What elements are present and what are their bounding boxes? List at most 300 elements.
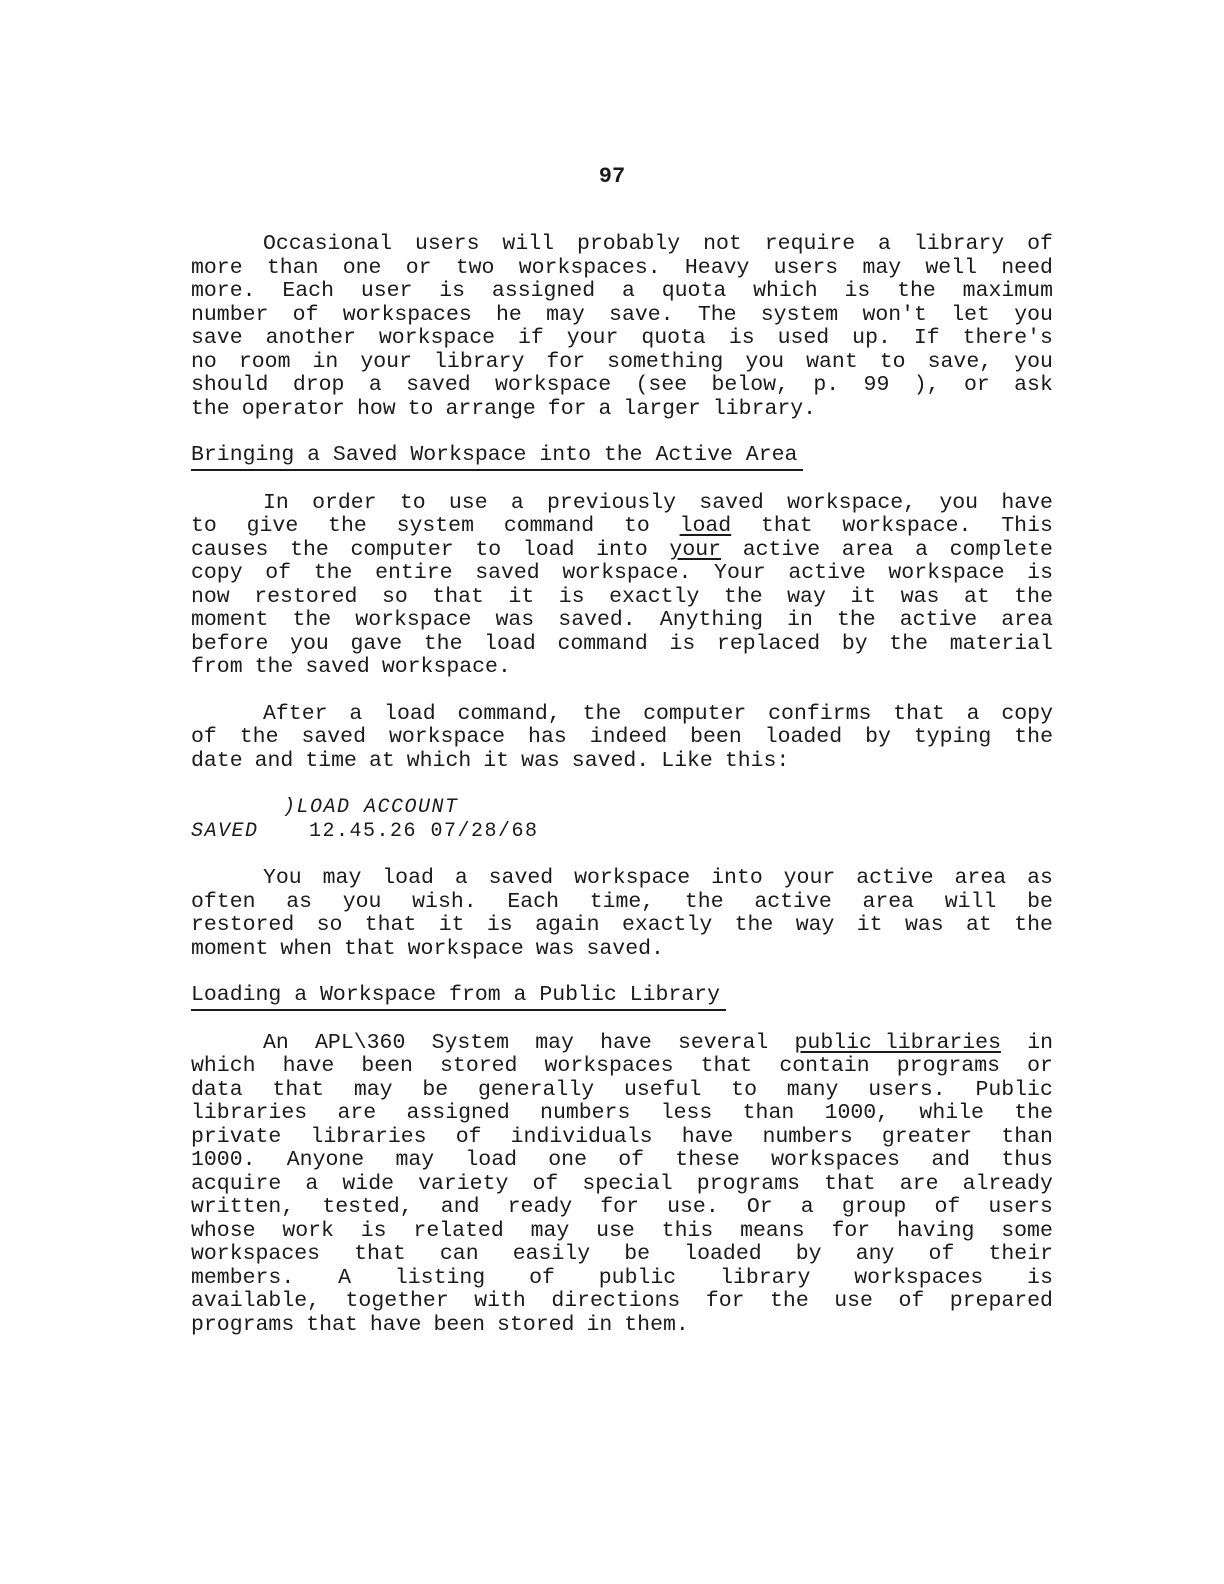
word: a <box>621 279 635 303</box>
word: a <box>800 1195 814 1219</box>
text-line <box>191 562 1053 586</box>
word: work <box>282 1218 334 1243</box>
word: material <box>949 631 1053 656</box>
word: is <box>439 279 466 303</box>
word: you <box>1014 302 1053 327</box>
word: many <box>786 1077 839 1102</box>
text-line <box>191 1102 1053 1126</box>
word: active <box>754 889 832 914</box>
word: there's <box>962 326 1053 350</box>
word: than <box>266 255 319 280</box>
word: or <box>963 373 990 397</box>
word: something <box>607 349 724 374</box>
word: or <box>1027 1054 1053 1078</box>
word: Anyone <box>286 1148 365 1172</box>
word: saved <box>475 561 540 585</box>
word: a <box>305 1171 319 1196</box>
word: it <box>483 748 510 773</box>
load-example <box>191 796 1053 843</box>
word: for <box>546 349 586 374</box>
word: in <box>1027 1030 1053 1055</box>
word: some <box>1001 1218 1053 1243</box>
word: be <box>422 1077 449 1102</box>
bringing-paragraph-3 <box>191 867 1053 961</box>
word: it <box>438 913 465 937</box>
word: entire <box>375 561 453 585</box>
word: confirms <box>768 701 872 726</box>
word: workspace. <box>381 655 511 679</box>
word: two <box>455 255 495 280</box>
word: save, <box>927 349 993 374</box>
text-line <box>191 304 1053 328</box>
word: the <box>897 279 936 303</box>
word: stored <box>440 1054 518 1078</box>
word: saved. <box>571 748 650 773</box>
word: a <box>966 701 980 726</box>
word: users <box>773 255 839 280</box>
word: active <box>742 537 821 562</box>
word: time, <box>589 889 655 914</box>
word: of <box>898 1289 925 1313</box>
word: you <box>939 490 979 515</box>
word: may <box>535 1030 574 1055</box>
word: been <box>690 725 742 749</box>
word: was <box>495 608 535 632</box>
word: a <box>598 396 612 421</box>
word: no <box>191 349 217 374</box>
word: workspaces <box>191 1242 321 1266</box>
word: command <box>557 631 648 656</box>
text-line <box>191 914 1053 938</box>
word: the <box>723 584 763 609</box>
word: maximum <box>962 279 1053 303</box>
load-command: )LOAD ACCOUNT <box>283 796 459 819</box>
word: complete <box>949 537 1053 562</box>
word: Your <box>714 561 766 585</box>
word: have <box>369 1312 422 1337</box>
word: that <box>306 1312 358 1337</box>
word: wish. <box>412 889 477 914</box>
word: workspaces <box>342 302 472 327</box>
text-line <box>191 1173 1053 1197</box>
word: while <box>919 1101 984 1125</box>
text-line <box>191 1055 1053 1079</box>
word: prepared <box>949 1289 1053 1313</box>
word: workspaces. <box>518 255 661 280</box>
word: useful <box>623 1077 702 1102</box>
word: workspaces <box>544 1054 674 1078</box>
word: may <box>395 1148 435 1172</box>
word: area <box>841 537 894 562</box>
word: ready <box>507 1195 573 1219</box>
word: System <box>431 1030 509 1055</box>
word: workspace. <box>842 514 972 538</box>
word: several <box>677 1030 769 1055</box>
word: let <box>951 302 990 327</box>
word: written, <box>191 1195 295 1219</box>
text-line <box>191 539 1053 563</box>
word: of <box>928 1242 955 1266</box>
word: that <box>344 936 396 961</box>
word: for <box>705 1289 745 1313</box>
text-line <box>191 374 1053 398</box>
text-line <box>191 515 1053 539</box>
word: load <box>465 1148 518 1172</box>
word: the <box>292 608 332 632</box>
word: is <box>1027 561 1053 585</box>
word: restored <box>254 584 358 609</box>
word: members. <box>191 1265 295 1290</box>
word: he <box>496 302 522 327</box>
word: probably <box>576 232 681 256</box>
word: up. <box>852 326 891 350</box>
word: p. <box>813 373 840 397</box>
word: way <box>795 913 835 937</box>
word: which <box>753 279 818 303</box>
word: individuals <box>510 1124 653 1149</box>
word: use <box>834 1289 873 1313</box>
word: together <box>345 1289 449 1313</box>
word: drop <box>292 373 345 397</box>
word: related <box>413 1218 504 1243</box>
word: was <box>521 748 560 773</box>
word: already <box>962 1171 1053 1196</box>
word: Heavy <box>684 255 750 280</box>
word: ), <box>913 373 940 397</box>
word: by <box>841 631 868 656</box>
word: save <box>191 326 243 350</box>
word: one <box>548 1148 587 1172</box>
word: special <box>582 1171 673 1196</box>
word: After <box>263 701 328 726</box>
word: library <box>720 1265 811 1290</box>
word: load <box>384 701 436 726</box>
word: a <box>878 232 891 256</box>
word: use. <box>667 1195 719 1219</box>
word: public <box>598 1265 677 1290</box>
word: or <box>405 255 432 280</box>
word: so <box>316 913 343 937</box>
text-line <box>191 726 1053 750</box>
word: users. <box>868 1077 946 1102</box>
word: will <box>944 889 997 914</box>
word: may <box>530 1218 570 1243</box>
word: with <box>474 1289 526 1313</box>
word: have <box>282 1054 335 1078</box>
word: room <box>238 349 291 374</box>
word: workspace. <box>562 561 692 585</box>
text-line <box>191 1314 1053 1338</box>
word: to <box>623 514 650 538</box>
word: area <box>1001 608 1053 632</box>
text-line <box>191 586 1053 610</box>
word: at <box>963 584 990 609</box>
word: workspace <box>888 561 1005 585</box>
word: gave <box>350 631 403 656</box>
word: programs <box>896 1054 1000 1078</box>
word: your <box>669 537 722 562</box>
bringing-paragraph-2 <box>191 703 1053 774</box>
text-line <box>191 327 1053 351</box>
text-line <box>191 656 1053 680</box>
word: is <box>844 279 871 303</box>
word: is <box>669 631 696 656</box>
word: that <box>700 1054 753 1078</box>
word: load <box>679 514 732 538</box>
word: variety <box>418 1171 509 1196</box>
word: that <box>354 1242 406 1266</box>
word: want <box>806 349 858 374</box>
word: less <box>660 1101 713 1125</box>
section-heading-loading-text: Loading a Workspace from a Public Library <box>191 983 726 1011</box>
word: computer <box>643 701 747 726</box>
word: are <box>337 1101 377 1125</box>
word: This <box>1001 514 1053 538</box>
word: before <box>191 631 269 656</box>
word: workspace, <box>787 490 917 515</box>
word: APL\360 <box>315 1030 406 1055</box>
word: copy <box>1001 701 1053 726</box>
word: the <box>423 631 463 656</box>
word: one <box>342 255 382 280</box>
word: any <box>855 1242 895 1266</box>
word: listing <box>394 1265 486 1290</box>
word: workspace <box>388 725 506 749</box>
word: load <box>522 537 575 562</box>
word: typing <box>913 725 992 749</box>
word: of <box>529 1265 555 1290</box>
word: replaced <box>716 631 821 656</box>
section-heading-bringing-text: Bringing a Saved Workspace into the Active Area <box>191 443 803 471</box>
word: has <box>528 725 567 749</box>
word: than <box>742 1101 795 1125</box>
word: library. <box>712 396 817 421</box>
word: should <box>191 373 269 397</box>
word: area <box>954 866 1007 890</box>
word: of <box>265 561 292 585</box>
text-line <box>191 1290 1053 1314</box>
word: it <box>508 584 535 609</box>
word: greater <box>881 1124 973 1149</box>
word: whose <box>191 1218 256 1243</box>
word: saved <box>699 490 764 515</box>
word: to <box>731 1077 757 1102</box>
word: An <box>263 1030 289 1055</box>
word: date <box>191 748 243 773</box>
word: you <box>342 889 382 914</box>
word: the <box>1014 725 1053 749</box>
word: now <box>191 584 230 609</box>
word: you <box>290 631 329 656</box>
word: previously <box>547 490 677 515</box>
word: the <box>889 631 929 656</box>
word: (see <box>635 373 688 397</box>
word: and <box>440 1195 480 1219</box>
word: and <box>931 1148 971 1172</box>
word: Each <box>507 889 559 914</box>
word: quota <box>661 279 727 303</box>
text-line <box>191 867 1053 891</box>
text-line <box>191 703 1053 727</box>
word: give <box>246 514 299 538</box>
word: into <box>711 866 763 890</box>
word: of <box>1027 232 1053 256</box>
section-heading-loading <box>191 984 1053 1008</box>
word: have <box>681 1124 734 1149</box>
word: workspaces <box>771 1148 901 1172</box>
word: another <box>265 326 356 350</box>
word: library <box>434 349 525 374</box>
text-line <box>191 398 1053 422</box>
word: workspace <box>355 608 472 632</box>
word: into <box>596 537 648 562</box>
word: you <box>1014 349 1053 374</box>
word: you <box>745 349 785 374</box>
word: used <box>777 326 830 350</box>
word: to <box>399 490 426 515</box>
word: A <box>338 1265 351 1290</box>
word: a <box>510 490 524 515</box>
word: Or <box>746 1195 773 1219</box>
word: Public <box>975 1077 1053 1102</box>
word: if <box>517 326 544 350</box>
word: from <box>191 655 243 679</box>
word: acquire <box>191 1171 282 1196</box>
word: causes <box>191 537 269 562</box>
word: workspace <box>407 936 524 961</box>
text-line <box>191 633 1053 657</box>
word: the <box>734 913 774 937</box>
word: group <box>841 1195 907 1219</box>
word: won't <box>862 302 927 327</box>
word: be <box>1027 889 1053 914</box>
word: at <box>368 748 395 773</box>
word: active <box>856 866 934 890</box>
bringing-paragraph-1 <box>191 492 1053 680</box>
word: how <box>356 396 396 421</box>
word: is <box>558 584 585 609</box>
word: of <box>191 725 217 749</box>
word: is <box>1027 1265 1053 1290</box>
word: stored <box>497 1312 575 1337</box>
word: copy <box>191 561 243 585</box>
word: directions <box>551 1289 681 1313</box>
word: ask <box>1014 373 1053 397</box>
word: well <box>925 255 978 280</box>
word: them. <box>624 1312 689 1337</box>
word: the <box>1014 584 1053 609</box>
word: can <box>439 1242 479 1266</box>
word: libraries <box>310 1124 427 1149</box>
word: available, <box>191 1289 321 1313</box>
word: thus <box>1001 1148 1053 1172</box>
word: of <box>455 1124 482 1149</box>
word: may <box>322 866 362 890</box>
word: private <box>191 1124 282 1149</box>
word: save. <box>609 302 674 327</box>
word: generally <box>478 1077 595 1102</box>
word: assigned <box>406 1101 510 1125</box>
word: the <box>313 561 353 585</box>
text-line <box>191 351 1053 375</box>
word: a <box>915 537 928 562</box>
text-line <box>191 609 1053 633</box>
word: the <box>1014 913 1053 937</box>
text-line <box>191 1196 1053 1220</box>
word: their <box>988 1242 1053 1266</box>
word: workspace <box>495 373 612 397</box>
word: in <box>312 349 339 374</box>
word: this: <box>724 748 790 773</box>
word: was <box>904 913 944 937</box>
word: number <box>191 302 269 327</box>
word: again <box>535 913 600 937</box>
word: saved <box>301 725 366 749</box>
word: workspaces <box>854 1265 984 1290</box>
word: way <box>787 584 826 609</box>
word: for <box>547 396 587 421</box>
word: be <box>624 1242 651 1266</box>
word: larger <box>623 396 701 421</box>
word: need <box>1001 255 1053 280</box>
word: tested, <box>322 1195 413 1219</box>
word: numbers <box>540 1101 631 1125</box>
word: area <box>862 889 915 914</box>
word: that <box>761 514 813 538</box>
word: of <box>292 302 319 327</box>
word: load <box>484 631 536 656</box>
word: use <box>448 490 488 515</box>
word: the <box>1014 1101 1053 1125</box>
word: may <box>546 302 585 327</box>
word: quota <box>641 326 706 350</box>
word: which <box>191 1054 256 1078</box>
word: loaded <box>684 1242 762 1266</box>
word: time <box>305 748 357 773</box>
word: having <box>897 1218 975 1243</box>
word: moment <box>191 608 269 632</box>
word: will <box>502 232 555 256</box>
word: more. <box>191 279 256 303</box>
word: order <box>312 490 377 515</box>
word: library <box>913 232 1005 256</box>
word: Occasional <box>263 232 393 256</box>
word: was <box>535 936 575 961</box>
word: You <box>263 866 302 890</box>
word: your <box>360 349 412 374</box>
word: of <box>618 1148 645 1172</box>
loading-paragraph-1 <box>191 1032 1053 1338</box>
word: users <box>988 1195 1053 1219</box>
word: means <box>740 1218 805 1243</box>
word: as <box>1027 866 1053 890</box>
word: and <box>254 748 294 773</box>
word: that <box>893 701 945 726</box>
word: restored <box>191 913 295 937</box>
word: programs <box>696 1171 800 1196</box>
word: so <box>381 584 408 609</box>
word: computer <box>350 537 454 562</box>
word: the <box>328 514 367 538</box>
word: in <box>586 1312 613 1337</box>
word: that <box>364 913 417 937</box>
page-number: 97 <box>598 164 626 189</box>
word: is <box>728 326 755 350</box>
word: exactly <box>621 913 713 937</box>
text-line <box>191 1126 1053 1150</box>
text-line <box>191 1149 1053 1173</box>
word: saved. <box>558 608 636 632</box>
